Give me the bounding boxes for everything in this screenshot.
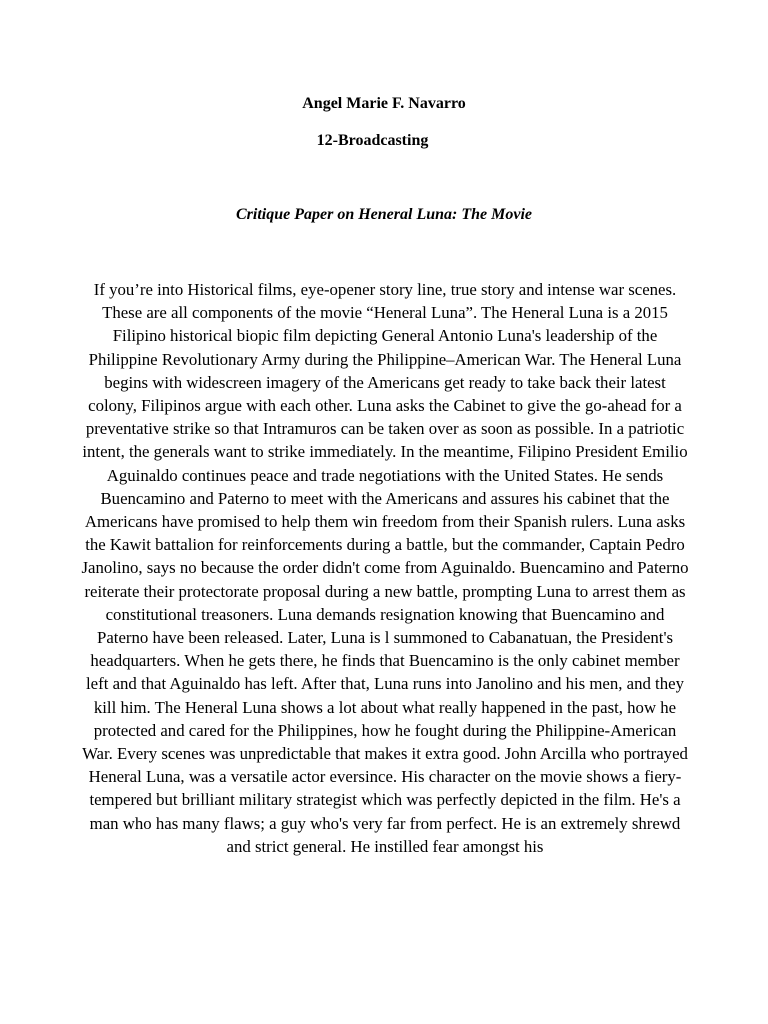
section-label: 12-Broadcasting: [316, 132, 429, 149]
body-paragraph: If you’re into Historical films, eye-opener story line, true story and intense war scenes. These are all components of the movie “Heneral Luna”. The Heneral Luna is a 2015 Filipino historical biopic film depicting General Antonio Luna's leadership of the Philippine Revolutionary Army during the Philippine–American War. The Heneral Luna begins with widescreen imagery of the Americans get ready to take back their latest colony, Filipinos argue with each other. Luna asks the Cabinet to give the go-ahead for a preventative strike so that Intramuros can be taken over as soon as possible. In a patriotic intent, the generals want to strike immediately. In the meantime, Filipino President Emilio Aguinaldo continues peace and trade negotiations with the United States. He sends Buencamino and Paterno to meet with the Americans and assures his cabinet that the Americans have promised to help them win freedom from their Spanish rulers. Luna asks the Kawit battalion for reinforcements during a battle, but the commander, Captain Pedro Janolino, says no because the order didn't come from Aguinaldo. Buencamino and Paterno reiterate their protectorate proposal during a new battle, prompting Luna to arrest them as constitutional treasoners. Luna demands resignation knowing that Buencamino and Paterno have been released. Later, Luna is l summoned to Cabanatuan, the President's headquarters. When he gets there, he finds that Buencamino is the only cabinet member left and that Aguinaldo has left. After that, Luna runs into Janolino and his men, and they kill him. The Heneral Luna shows a lot about what really happened in the past, how he protected and cared for the Philippines, how he fought during the Philippine-American War. Every scenes was unpredictable that makes it extra good. John Arcilla who portrayed Heneral Luna, was a versatile actor eversince. His character on the movie shows a fiery-tempered but brilliant military strategist which was perfectly depicted in the film. He's a man who has many flaws; a guy who's very far from perfect. He is an extremely shrewd and strict general. He instilled fear amongst his: [81, 280, 689, 856]
author-name: Angel Marie F. Navarro: [302, 95, 466, 112]
paper-title: Critique Paper on Heneral Luna: The Movie: [236, 206, 532, 223]
